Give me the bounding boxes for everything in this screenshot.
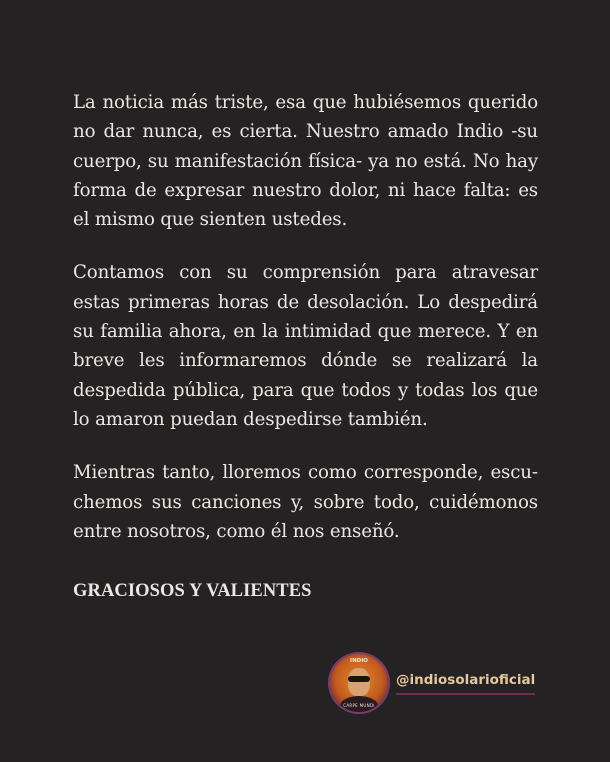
avatar-bottom-text: CARPE MUNDI [343, 703, 375, 708]
avatar-glasses-shape [348, 676, 370, 682]
account-handle[interactable]: @indiosolarioficial [396, 672, 535, 695]
paragraph-1: La noticia más triste, esa que hubiésemos querido no dar nunca, es cierta. Nuestro amado Indio -su cuerpo, su manifestación física- ya no está. No hay forma de expresar nuestro dolor, ni hace falta: es el mismo que sienten ustedes. [73, 92, 538, 231]
avatar[interactable] [330, 654, 388, 712]
avatar-face-shape [348, 668, 370, 696]
statement-body [73, 88, 538, 602]
paragraph-2: Contamos con su comprensión para atravesar estas primeras horas de desolación. Lo despedirá su familia ahora, en la intimidad que merece. Y en breve les informaremos dónde se realizará la despedida pública, para que todos y todas los que lo amaron puedan despedirse también. [73, 262, 538, 430]
account-signature[interactable] [330, 654, 535, 712]
paragraph-3: Mientras tanto, lloremos como corresponde, escuchemos sus canciones y, sobre todo, cuidémonos entre nosotros, como él nos enseñó. [73, 462, 538, 542]
avatar-top-text: INDIO [350, 658, 368, 664]
signoff-heading: GRACIOSOS Y VALIENTES [73, 581, 312, 602]
